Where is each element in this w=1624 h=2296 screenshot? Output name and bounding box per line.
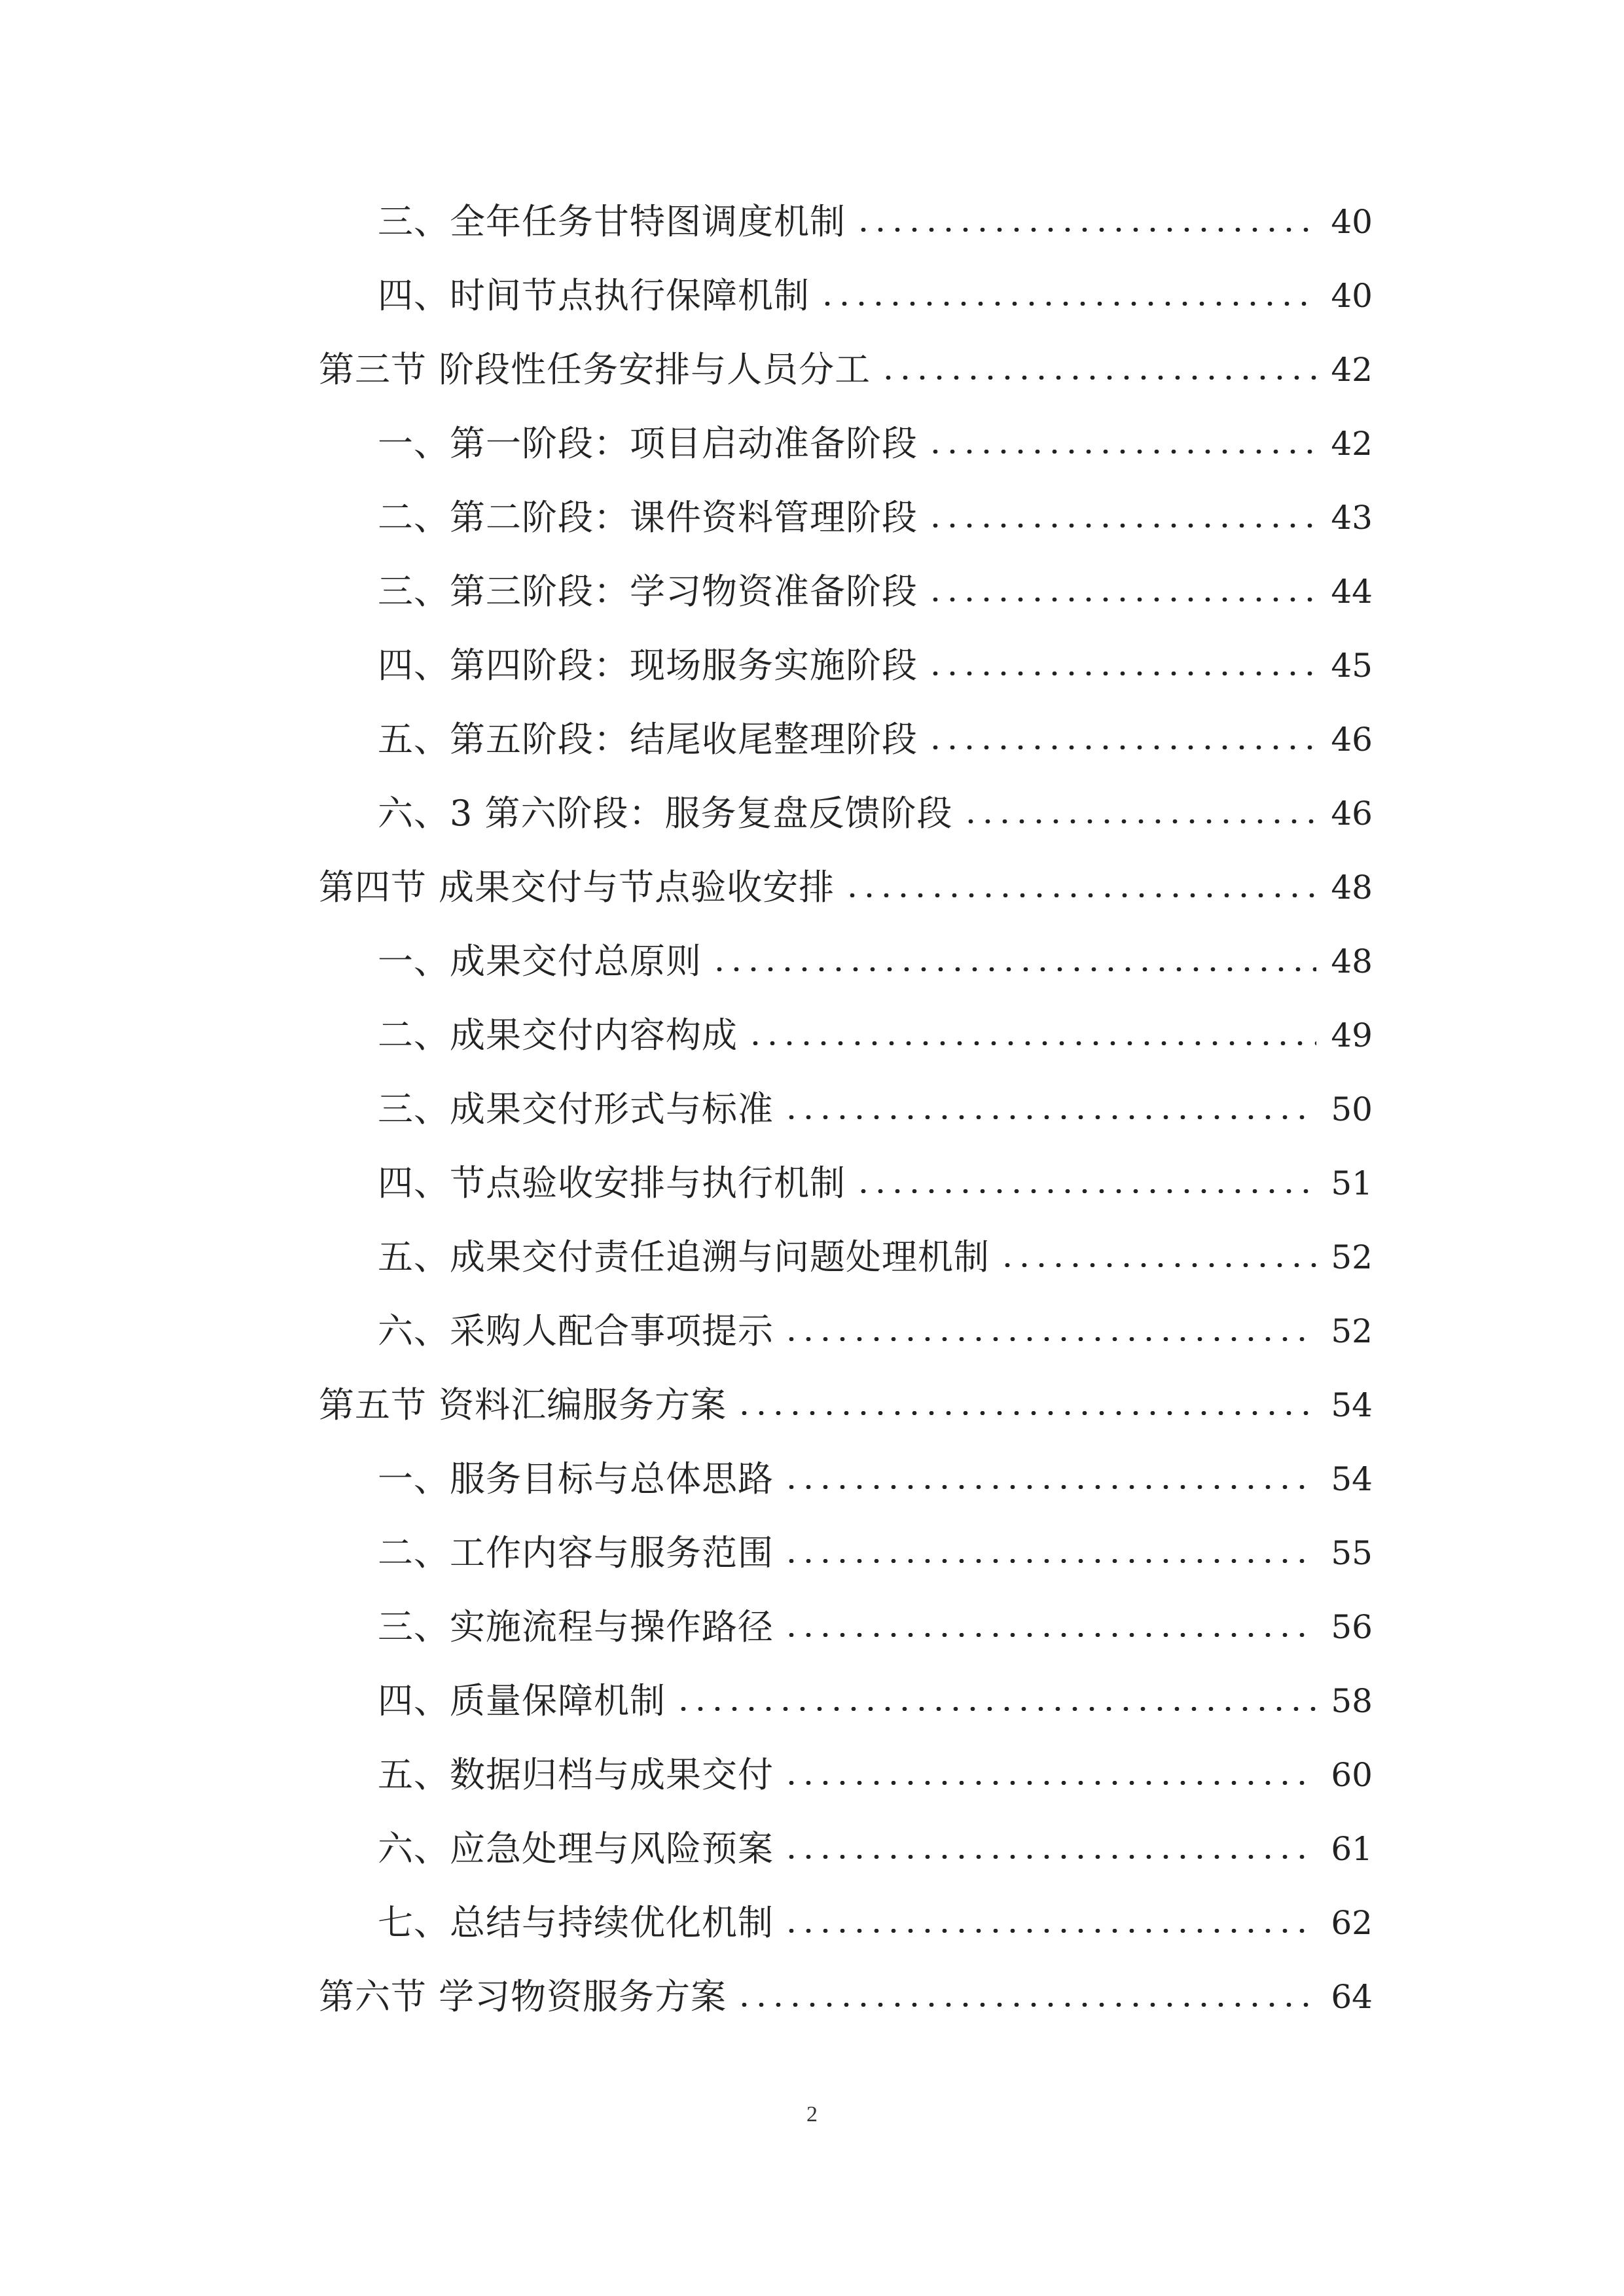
toc-subsection-entry[interactable] [319,259,1373,332]
toc-entry-title: 五、成果交付责任追溯与问题处理机制 [378,1236,990,1278]
toc-entry-page-number: 60 [1331,1755,1373,1794]
toc-entry-page-number: 40 [1331,202,1373,241]
toc-section-entry[interactable] [319,850,1373,924]
toc-entry-page-number: 64 [1331,1977,1373,2016]
toc-dot-leader [927,672,1316,675]
toc-entry-page-number: 51 [1331,1164,1373,1202]
toc-section-entry[interactable] [319,332,1373,406]
toc-subsection-entry[interactable] [319,924,1373,998]
toc-dot-leader [783,1485,1316,1489]
toc-entry-title: 第三节 阶段性任务安排与人员分工 [319,348,871,390]
toc-entry-page-number: 43 [1331,498,1373,537]
toc-entry-page-number: 45 [1331,646,1373,685]
toc-entry-title: 一、服务目标与总体思路 [378,1458,774,1499]
toc-dot-leader [927,450,1316,454]
toc-entry-page-number: 62 [1331,1903,1373,1942]
toc-dot-leader [736,1411,1316,1415]
toc-dot-leader [783,1855,1316,1859]
toc-entry-title: 五、第五阶段：结尾收尾整理阶段 [378,718,918,760]
toc-entry-page-number: 54 [1331,1460,1373,1498]
toc-subsection-entry[interactable] [319,1072,1373,1146]
toc-section-entry[interactable] [319,1960,1373,2034]
toc-entry-page-number: 44 [1331,572,1373,611]
toc-dot-leader [962,819,1317,823]
toc-entry-title: 一、第一阶段：项目启动准备阶段 [378,422,918,464]
toc-subsection-entry[interactable] [319,406,1373,480]
toc-dot-leader [783,1633,1316,1637]
toc-subsection-entry[interactable] [319,776,1373,850]
toc-subsection-entry[interactable] [319,1442,1373,1516]
toc-subsection-entry[interactable] [319,628,1373,702]
toc-dot-leader [736,2003,1316,2007]
toc-subsection-entry[interactable] [319,702,1373,776]
toc-subsection-entry[interactable] [319,1886,1373,1960]
toc-dot-leader [819,302,1316,306]
toc-entry-title: 四、时间节点执行保障机制 [378,274,810,316]
toc-entry-title: 第五节 资料汇编服务方案 [319,1384,727,1426]
toc-entry-page-number: 50 [1331,1090,1373,1128]
toc-entry-page-number: 55 [1331,1534,1373,1572]
toc-entry-page-number: 40 [1331,276,1373,315]
toc-dot-leader [855,1189,1316,1193]
toc-dot-leader [783,1929,1316,1933]
toc-subsection-entry[interactable] [319,1738,1373,1812]
toc-subsection-entry[interactable] [319,1220,1373,1294]
toc-entry-title: 六、3 第六阶段：服务复盘反馈阶段 [378,792,953,834]
toc-entry-title: 第四节 成果交付与节点验收安排 [319,866,835,908]
toc-entry-title: 一、成果交付总原则 [378,940,702,982]
toc-entry-title: 四、第四阶段：现场服务实施阶段 [378,644,918,686]
toc-entry-page-number: 61 [1331,1829,1373,1868]
toc-dot-leader [855,228,1316,232]
toc-dot-leader [747,1041,1316,1045]
toc-entry-page-number: 46 [1331,720,1373,759]
toc-dot-leader [999,1263,1316,1267]
toc-entry-page-number: 56 [1331,1607,1373,1646]
toc-entry-title: 四、节点验收安排与执行机制 [378,1162,846,1204]
toc-entry-title: 三、第三阶段：学习物资准备阶段 [378,570,918,612]
toc-entry-page-number: 42 [1331,350,1373,389]
toc-entry-title: 二、第二阶段：课件资料管理阶段 [378,496,918,538]
toc-dot-leader [783,1781,1316,1785]
toc-subsection-entry[interactable] [319,1294,1373,1368]
toc-dot-leader [783,1115,1316,1119]
toc-entry-title: 五、数据归档与成果交付 [378,1753,774,1795]
toc-entry-page-number: 52 [1331,1312,1373,1350]
toc-subsection-entry[interactable] [319,480,1373,554]
toc-dot-leader [927,524,1316,528]
toc-section-entry[interactable] [319,1368,1373,1442]
toc-entry-title: 七、总结与持续优化机制 [378,1901,774,1943]
toc-entry-title: 四、质量保障机制 [378,1679,666,1721]
toc-dot-leader [783,1559,1316,1563]
toc-entry-page-number: 48 [1331,942,1373,980]
toc-dot-leader [675,1707,1316,1711]
toc-subsection-entry[interactable] [319,185,1373,259]
toc-entry-title: 三、成果交付形式与标准 [378,1088,774,1130]
toc-entry-page-number: 58 [1331,1681,1373,1720]
toc-dot-leader [844,893,1316,897]
toc-subsection-entry[interactable] [319,1664,1373,1738]
toc-entry-title: 六、采购人配合事项提示 [378,1310,774,1352]
toc-dot-leader [711,967,1316,971]
toc-entry-title: 二、工作内容与服务范围 [378,1532,774,1573]
toc-entry-page-number: 42 [1331,424,1373,463]
toc-entry-page-number: 52 [1331,1238,1373,1276]
toc-subsection-entry[interactable] [319,998,1373,1072]
toc-dot-leader [880,376,1316,380]
table-of-contents [319,185,1373,2034]
toc-entry-page-number: 54 [1331,1386,1373,1424]
toc-entry-page-number: 49 [1331,1016,1373,1054]
toc-subsection-entry[interactable] [319,1516,1373,1590]
toc-subsection-entry[interactable] [319,1146,1373,1220]
toc-dot-leader [927,598,1316,601]
toc-subsection-entry[interactable] [319,1812,1373,1886]
toc-entry-title: 第六节 学习物资服务方案 [319,1975,727,2017]
toc-subsection-entry[interactable] [319,1590,1373,1664]
toc-entry-title: 三、实施流程与操作路径 [378,1605,774,1647]
page-number: 2 [806,2102,818,2126]
toc-entry-page-number: 46 [1331,794,1373,833]
toc-dot-leader [927,745,1316,749]
toc-entry-title: 六、应急处理与风险预案 [378,1827,774,1869]
toc-entry-page-number: 48 [1331,868,1373,906]
toc-dot-leader [783,1337,1316,1341]
toc-subsection-entry[interactable] [319,554,1373,628]
toc-entry-title: 三、全年任务甘特图调度机制 [378,200,846,242]
toc-entry-title: 二、成果交付内容构成 [378,1014,738,1056]
